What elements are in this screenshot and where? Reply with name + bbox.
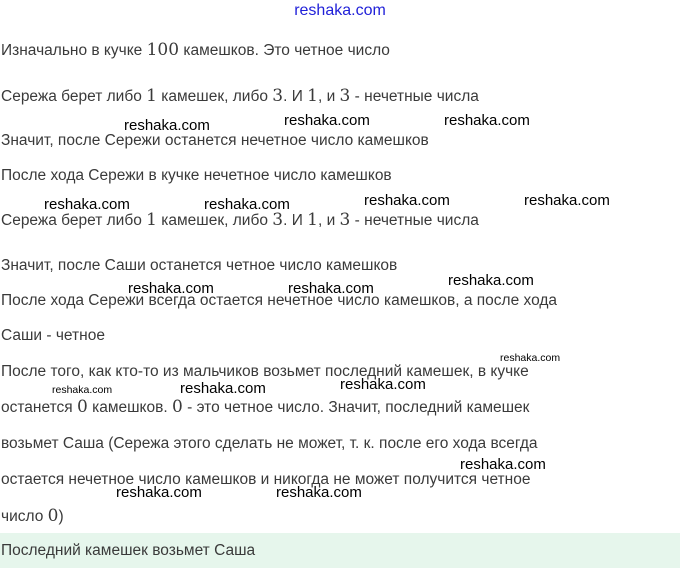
- solution-line-3: Значит, после Сережи останется нечетное число камешков: [1, 132, 429, 149]
- solution-line-13: число 0): [1, 506, 64, 526]
- watermark: reshaka.com: [284, 112, 370, 129]
- site-header[interactable]: reshaka.com: [294, 2, 386, 19]
- watermark: reshaka.com: [128, 280, 214, 297]
- answer-text: Последний камешек возьмет Саша: [1, 542, 256, 559]
- watermark: reshaka.com: [340, 376, 426, 393]
- solution-line-8: Саши - четное: [1, 327, 105, 344]
- watermark: reshaka.com: [180, 380, 266, 397]
- watermark: reshaka.com: [44, 196, 130, 213]
- watermark: reshaka.com: [524, 192, 610, 209]
- answer-box: [0, 533, 680, 568]
- watermark: reshaka.com: [124, 117, 210, 134]
- watermark: reshaka.com: [116, 484, 202, 501]
- solution-line-5: Сережа берет либо 1 камешек, либо 3. И 1, и 3 - нечетные числа: [1, 210, 479, 230]
- watermark: reshaka.com: [460, 456, 546, 473]
- solution-line-6: Значит, после Саши останется четное число камешков: [1, 257, 398, 274]
- solution-line-11: возьмет Саша (Сережа этого сделать не может, т. к. после его хода всегда: [1, 435, 538, 452]
- solution-line-7: После хода Сережи всегда остается нечетное число камешков, а после хода: [1, 292, 558, 309]
- watermark: reshaka.com: [500, 352, 561, 364]
- solution-line-12: остается нечетное число камешков и никогда не может получится четное: [1, 471, 531, 488]
- solution-line-1: Изначально в кучке 100 камешков. Это четное число: [1, 40, 390, 60]
- watermark: reshaka.com: [364, 192, 450, 209]
- watermark: reshaka.com: [52, 384, 113, 396]
- watermark: reshaka.com: [288, 280, 374, 297]
- watermark: reshaka.com: [276, 484, 362, 501]
- solution-line-10: останется 0 камешков. 0 - это четное число. Значит, последний камешек: [1, 397, 530, 417]
- watermark: reshaka.com: [444, 112, 530, 129]
- solution-line-9: После того, как кто-то из мальчиков возьмет последний камешек, в кучке: [1, 363, 529, 380]
- solution-line-4: После хода Сережи в кучке нечетное число камешков: [1, 167, 392, 184]
- watermark: reshaka.com: [448, 272, 534, 289]
- watermark: reshaka.com: [204, 196, 290, 213]
- solution-line-2: Сережа берет либо 1 камешек, либо 3. И 1, и 3 - нечетные числа: [1, 86, 479, 106]
